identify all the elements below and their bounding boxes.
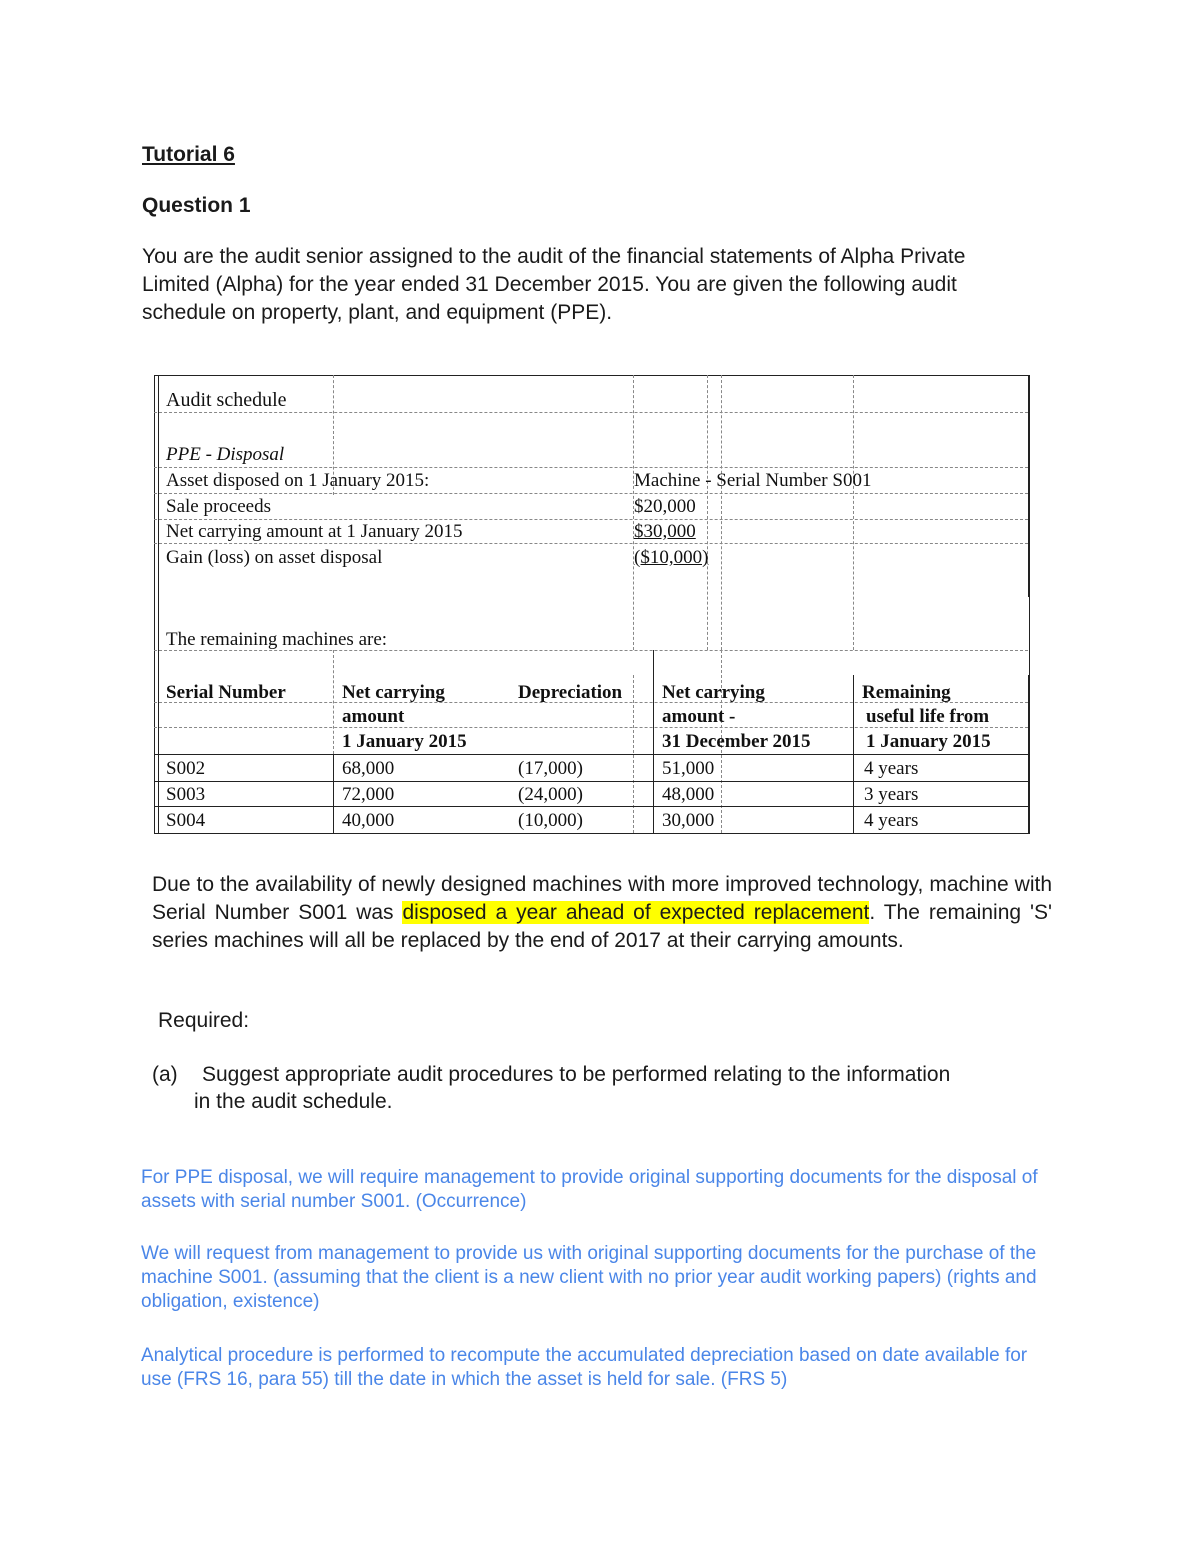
schedule-row-label: Net carrying amount at 1 January 2015 — [166, 521, 463, 542]
part-a-question-continued: in the audit schedule. — [194, 1090, 393, 1113]
column-header: useful life from — [866, 706, 990, 727]
schedule-row-value: Machine - Serial Number S001 — [634, 470, 872, 491]
question-heading: Question 1 — [142, 194, 251, 217]
schedule-row-value: $30,000 — [634, 521, 696, 542]
schedule-row-value: $20,000 — [634, 496, 696, 517]
column-header: Net carrying — [662, 682, 765, 703]
table-cell-useful-life: 4 years — [864, 758, 919, 779]
scenario-paragraph — [152, 871, 1052, 955]
column-header: 1 January 2015 — [342, 731, 467, 752]
column-header: Remaining — [862, 682, 951, 703]
audit-schedule-table — [154, 375, 1030, 834]
table-cell-nca: 40,000 — [342, 810, 395, 831]
table-cell-nca: 72,000 — [342, 784, 395, 805]
intro-paragraph: You are the audit senior assigned to the audit of the financial statements of Alpha Private Limited (Alpha) for the year ended 31 December 2015. You are given the following audit schedule on property, plant, and equipment (PPE). — [142, 245, 966, 324]
schedule-row-label: Asset disposed on 1 January 2015: — [166, 470, 430, 491]
answer-paragraph: For PPE disposal, we will require management to provide original supporting documents for the disposal of assets with serial number S001. (Occurrence) — [141, 1167, 1038, 1212]
highlighted-text: disposed a year ahead of expected replacement — [402, 901, 870, 924]
column-header: 1 January 2015 — [866, 731, 991, 752]
table-cell-useful-life: 3 years — [864, 784, 919, 805]
required-label: Required: — [158, 1009, 250, 1032]
schedule-title: Audit schedule — [166, 389, 287, 411]
schedule-row-label: Sale proceeds — [166, 496, 271, 517]
remaining-machines-label: The remaining machines are: — [166, 629, 388, 650]
answer-paragraph: Analytical procedure is performed to recompute the accumulated depreciation based on date available for use (FRS 16, para 55) till the date in which the asset is held for sale. (FRS 5) — [141, 1345, 1028, 1390]
table-cell-useful-life: 4 years — [864, 810, 919, 831]
answer-paragraph: We will request from management to provide us with original supporting documents for the purchase of the machine S001. (assuming that the client is a new client with no prior year audit working papers) (rights and obligation, existence) — [141, 1243, 1037, 1312]
column-header: amount — [342, 706, 405, 727]
scenario-text: Due to the availability of newly designed machines with more improved technology, machine with Serial Number S001 was — [152, 873, 1052, 924]
table-cell-serial: S002 — [166, 758, 206, 779]
column-header: 31 December 2015 — [662, 731, 811, 752]
schedule-row-label: Gain (loss) on asset disposal — [166, 547, 383, 568]
schedule-row-value: ($10,000) — [634, 547, 709, 568]
table-cell-depreciation: (10,000) — [518, 810, 583, 831]
column-header: Depreciation — [518, 682, 623, 703]
table-cell-depreciation: (24,000) — [518, 784, 583, 805]
table-cell-depreciation: (17,000) — [518, 758, 583, 779]
column-header: Serial Number — [166, 682, 286, 703]
schedule-subtitle: PPE - Disposal — [166, 444, 285, 465]
scenario-text: . The remaining 'S' series machines will all be replaced by the end of 2017 at their carrying amounts. — [152, 901, 1053, 952]
table-cell-nca-end: 30,000 — [662, 810, 715, 831]
column-header: amount - — [662, 706, 736, 727]
table-cell-nca: 68,000 — [342, 758, 395, 779]
column-header: Net carrying — [342, 682, 445, 703]
part-a-label: (a) — [152, 1063, 178, 1086]
table-cell-serial: S004 — [166, 810, 206, 831]
part-a-question: Suggest appropriate audit procedures to be performed relating to the information — [202, 1063, 951, 1086]
table-cell-serial: S003 — [166, 784, 206, 805]
table-cell-nca-end: 48,000 — [662, 784, 715, 805]
document-title: Tutorial 6 — [142, 143, 235, 166]
table-cell-nca-end: 51,000 — [662, 758, 715, 779]
